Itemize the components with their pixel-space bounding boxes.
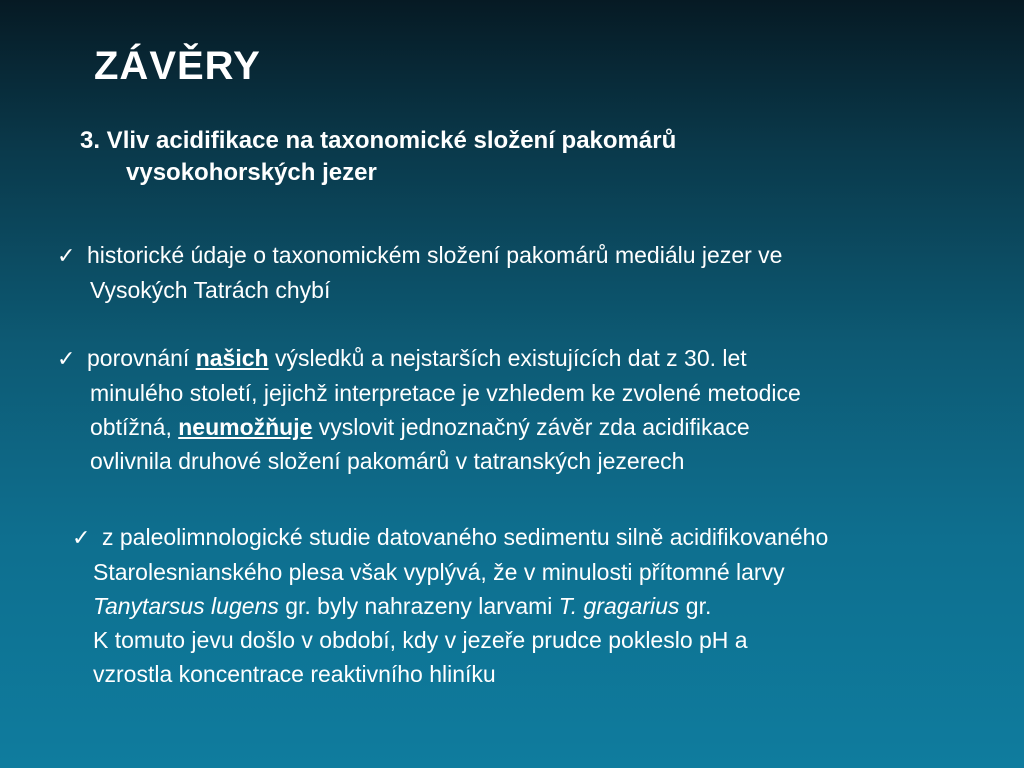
bullet-text: obtížná, [90, 414, 179, 440]
bullet-line [57, 238, 782, 273]
slide-title: ZÁVĚRY [94, 44, 261, 88]
bullet-text: výsledků a nejstarších existujících dat z 30. let [268, 345, 747, 371]
bullet-text: z paleolimnologické studie datovaného sedimentu silně acidifikovaného [102, 524, 829, 550]
species-name: T. gragarius [558, 593, 680, 619]
bullet-text: vyslovit jednoznačný závěr zda acidifikace [312, 414, 750, 440]
bullet-comparison [57, 341, 801, 478]
bullet-text: gr. byly nahrazeny larvami [278, 593, 559, 619]
checkmark-icon: ✓ [57, 346, 76, 371]
bullet-text: historické údaje o taxonomickém složení pakomárů mediálu jezer ve [87, 242, 783, 268]
bullet-paleolimnology [72, 520, 828, 691]
checkmark-icon: ✓ [72, 525, 91, 550]
bullet-historical-data [57, 238, 782, 307]
bullet-text: ovlivnila druhové složení pakomárů v tatranských jezerech [90, 448, 685, 474]
bullet-line [57, 341, 801, 376]
bullet-text: minulého století, jejichž interpretace je vzhledem ke zvolené metodice [90, 380, 801, 406]
bullet-text: porovnání [87, 345, 196, 371]
subtitle-line-1: 3. Vliv acidifikace na taxonomické složení pakomárů [80, 127, 677, 154]
bullet-line [72, 520, 828, 555]
bullet-text: vzrostla koncentrace reaktivního hliníku [93, 661, 496, 687]
bullet-text: Starolesnianského plesa však vyplývá, že v minulosti přítomné larvy [93, 559, 785, 585]
checkmark-icon: ✓ [57, 243, 76, 268]
bullet-text: gr. [679, 593, 712, 619]
emphasis-neumoznuje: neumožňuje [178, 414, 313, 440]
emphasis-nasich: našich [195, 345, 269, 371]
species-name: Tanytarsus lugens [93, 593, 279, 619]
slide-subtitle [80, 125, 900, 189]
bullet-line [57, 410, 801, 444]
bullet-text: K tomuto jevu došlo v období, kdy v jezeře prudce pokleslo pH a [93, 627, 748, 653]
subtitle-line-2: vysokohorských jezer [126, 159, 377, 186]
bullet-text: Vysokých Tatrách chybí [90, 277, 331, 303]
bullet-line [72, 589, 828, 623]
